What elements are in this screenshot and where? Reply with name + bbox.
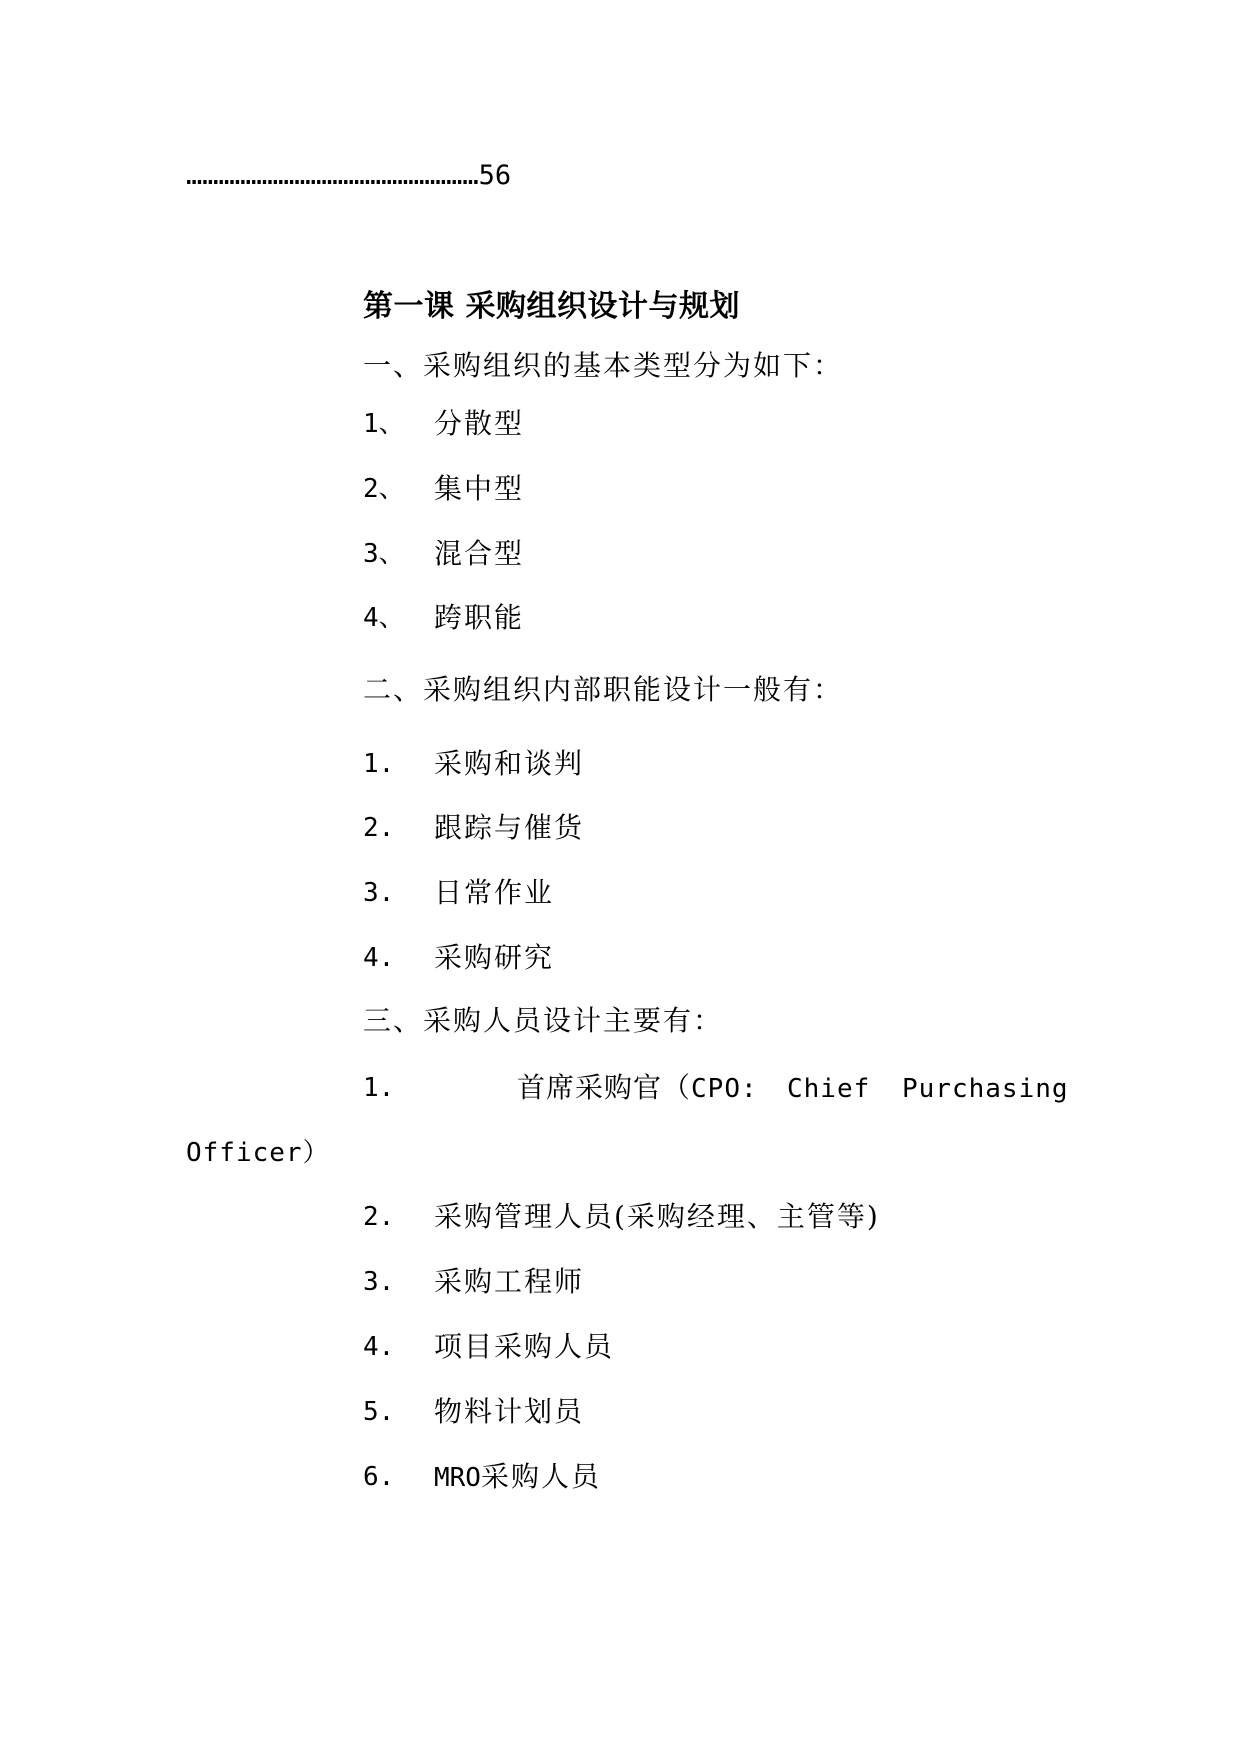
section-1-item-3-text: 混合型 xyxy=(434,537,525,570)
mro-prefix: MRO xyxy=(434,1463,481,1493)
lesson-title: 第一课 采购组织设计与规划 xyxy=(363,289,740,324)
section-3-item-5-number: 5. xyxy=(363,1397,395,1427)
section-3-item-6-text xyxy=(434,1460,601,1493)
section-1-item-4-number: 4、 xyxy=(363,603,405,633)
section-1-item-2-number: 2、 xyxy=(363,474,405,504)
section-3-item-4-number: 4. xyxy=(363,1332,395,1362)
section-1-item-3-number: 3、 xyxy=(363,539,405,569)
section-1-item-1-text: 分散型 xyxy=(434,407,525,440)
toc-page-number: 56 xyxy=(478,160,512,191)
section-3-item-2-text: 采购管理人员(采购经理、主管等) xyxy=(434,1200,880,1233)
section-3-item-1-continuation: Officer） xyxy=(186,1138,330,1168)
section-3-item-6-number: 6. xyxy=(363,1462,395,1492)
section-1-item-2-text: 集中型 xyxy=(434,472,525,505)
section-2-item-1-text: 采购和谈判 xyxy=(434,747,585,780)
mro-text: 采购人员 xyxy=(480,1460,601,1493)
section-2-heading: 二、采购组织内部职能设计一般有： xyxy=(363,673,844,706)
section-2-item-2-text: 跟踪与催货 xyxy=(434,811,585,844)
section-3-item-2-number: 2. xyxy=(363,1202,395,1232)
section-2-item-4-number: 4. xyxy=(363,943,395,973)
section-3-item-1-number: 1. xyxy=(363,1073,395,1103)
section-2-item-3-text: 日常作业 xyxy=(434,876,555,909)
section-3-item-3-text: 采购工程师 xyxy=(434,1265,585,1298)
toc-dots: ……………………………………………… xyxy=(186,160,479,191)
section-3-item-3-number: 3. xyxy=(363,1267,395,1297)
toc-leader-line xyxy=(186,162,511,189)
section-3-item-4-text: 项目采购人员 xyxy=(434,1330,615,1363)
cpo-word-chief: Chief xyxy=(787,1074,871,1104)
cpo-abbreviation: CPO: xyxy=(691,1074,758,1104)
cpo-chinese: 首席采购官（ xyxy=(517,1071,692,1104)
section-3-item-1-text xyxy=(517,1071,758,1104)
section-2-item-1-number: 1. xyxy=(363,749,395,779)
section-2-item-3-number: 3. xyxy=(363,878,395,908)
section-1-heading: 一、采购组织的基本类型分为如下： xyxy=(363,349,844,382)
section-3-item-5-text: 物料计划员 xyxy=(434,1395,585,1428)
cpo-word-purchasing: Purchasing xyxy=(902,1074,1069,1104)
section-2-item-4-text: 采购研究 xyxy=(434,941,555,974)
section-1-item-1-number: 1、 xyxy=(363,409,405,439)
section-2-item-2-number: 2. xyxy=(363,813,395,843)
section-1-item-4-text: 跨职能 xyxy=(434,601,525,634)
section-3-heading: 三、采购人员设计主要有： xyxy=(363,1004,724,1037)
